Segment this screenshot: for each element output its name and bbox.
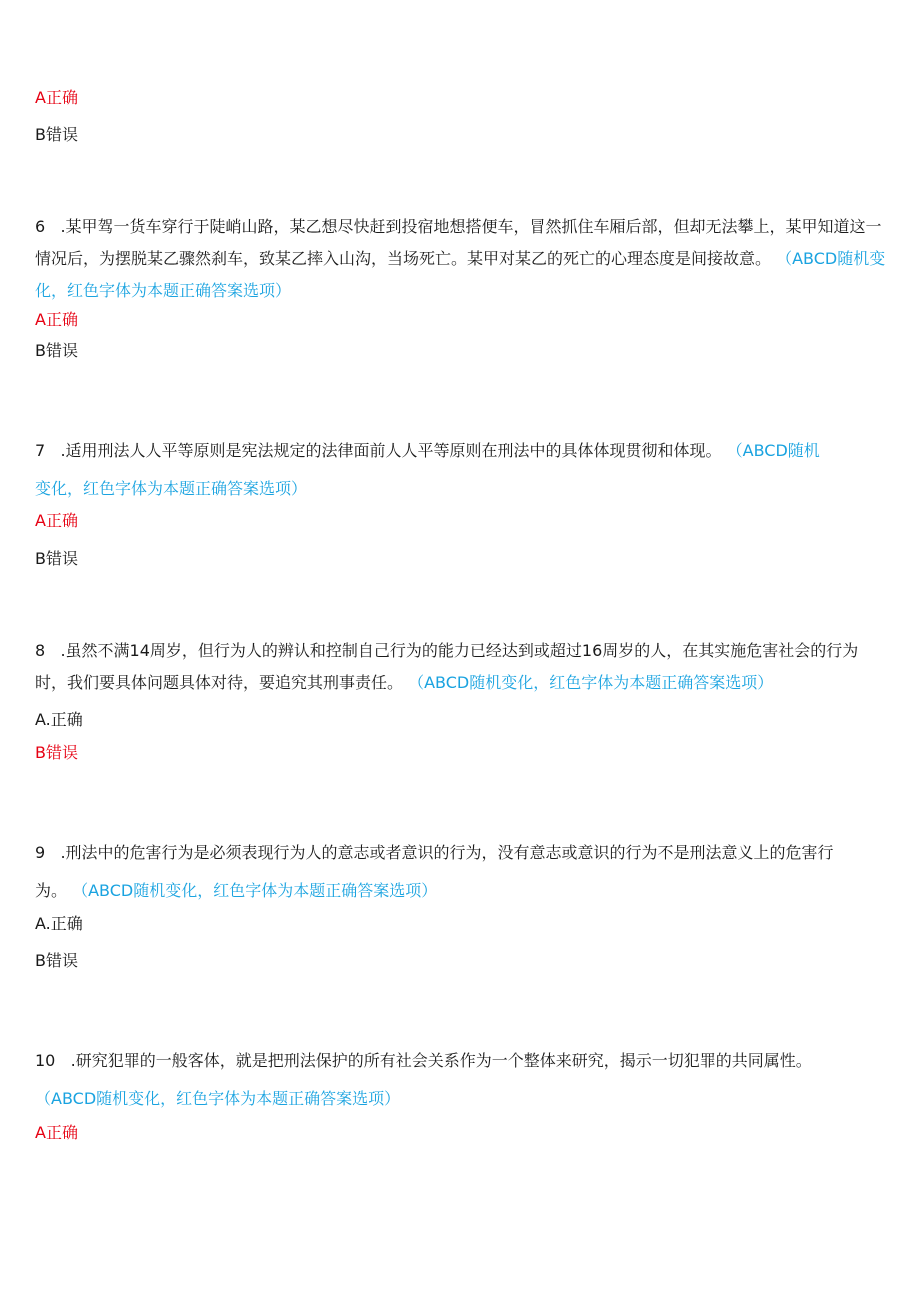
- question-text: .适用刑法人人平等原则是宪法规定的法律面前人人平等原则在刑法中的具体体现贯彻和体现。: [60, 441, 722, 460]
- question-6: [35, 211, 887, 307]
- question-text: .研究犯罪的一般客体，就是把刑法保护的所有社会关系作为一个整体来研究，揭示一切犯罪的共同属性。: [70, 1051, 812, 1070]
- option-a: A正确: [35, 511, 78, 530]
- option-b: B错误: [35, 951, 78, 970]
- question-number: 6: [35, 217, 56, 236]
- option-b: B错误: [35, 549, 78, 568]
- question-text: .某甲驾一货车穿行于陡峭山路，某乙想尽快赶到投宿地想搭便车，冒然抓住车厢后部，但却无法攀上，某甲知道这一情况后，为摆脱某乙骤然刹车，致某乙摔入山沟，当场死亡。某甲对某乙的死亡的心理态度是间接故意。: [35, 217, 882, 268]
- option-a: A.正确: [35, 914, 83, 933]
- question-number: 7: [35, 441, 56, 460]
- question-number: 8: [35, 641, 56, 660]
- prev-option-a: A正确: [35, 88, 78, 107]
- question-text: .刑法中的危害行为是必须表现行为人的意志或者意识的行为，没有意志或意识的行为不是刑法意义上的危害行为。: [35, 843, 834, 900]
- option-a: A正确: [35, 1123, 78, 1142]
- question-10: [35, 1042, 835, 1118]
- question-9: [35, 834, 835, 910]
- question-8: [35, 635, 887, 699]
- answer-hint: （ABCD随机变化，红色字体为本题正确答案选项）: [35, 1089, 401, 1108]
- option-a: A正确: [35, 310, 78, 329]
- question-7: [35, 432, 835, 508]
- option-b: B错误: [35, 743, 78, 762]
- answer-hint: （ABCD随机变化，红色字体为本题正确答案选项）: [72, 881, 438, 900]
- option-a: A.正确: [35, 710, 83, 729]
- question-number: 9: [35, 843, 56, 862]
- answer-hint: （ABCD随机变化，红色字体为本题正确答案选项）: [35, 249, 886, 300]
- answer-hint: （ABCD随机变化，红色字体为本题正确答案选项）: [408, 673, 774, 692]
- question-number: 10: [35, 1051, 66, 1070]
- question-text: .虽然不满14周岁，但行为人的辨认和控制自己行为的能力已经达到或超过16周岁的人，在其实施危害社会的行为时，我们要具体问题具体对待，要追究其刑事责任。: [35, 641, 859, 692]
- prev-option-b: B错误: [35, 125, 78, 144]
- answer-hint: （ABCD随机变化，红色字体为本题正确答案选项）: [35, 441, 820, 498]
- option-b: B错误: [35, 341, 78, 360]
